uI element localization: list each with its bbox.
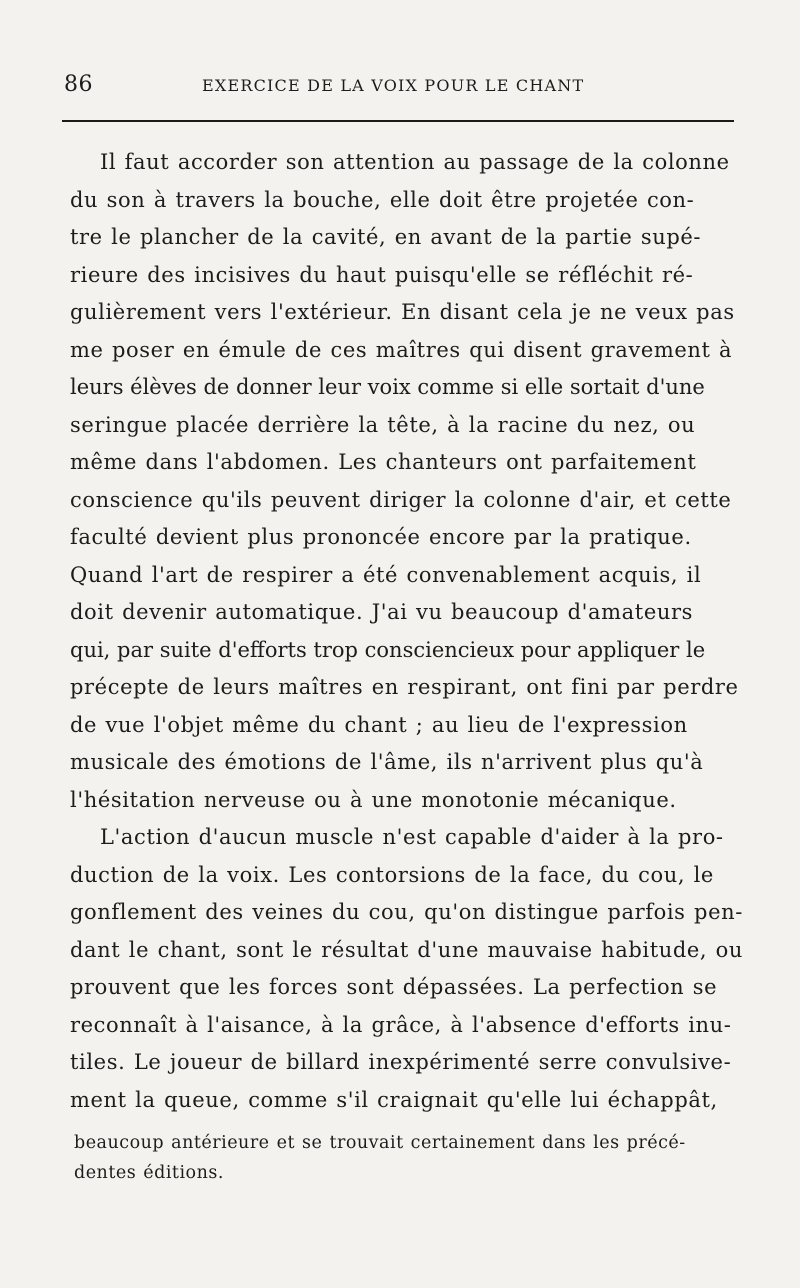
text-line: Il faut accorder son attention au passage de la colonne — [100, 150, 730, 174]
text-line: même dans l'abdomen. Les chanteurs ont parfaitement — [70, 450, 697, 474]
text-line: reconnaît à l'aisance, à la grâce, à l'absence d'efforts inu- — [70, 1012, 732, 1037]
text-line: leurs élèves de donner leur voix comme si elle sortait d'une — [70, 375, 705, 399]
footnote — [74, 1128, 754, 1188]
text-line: qui, par suite d'efforts trop consciencieux pour appliquer le — [70, 637, 706, 662]
body-text — [70, 144, 750, 1119]
text-line: me poser en émule de ces maîtres qui disent gravement à — [70, 337, 733, 362]
text-line: Quand l'art de respirer a été convenablement acquis, il — [70, 562, 702, 587]
text-line: L'action d'aucun muscle n'est capable d'aider à la pro- — [100, 825, 724, 849]
text-line: conscience qu'ils peuvent diriger la colonne d'air, et cette — [70, 487, 732, 512]
text-line: doit devenir automatique. J'ai vu beaucoup d'amateurs — [70, 600, 694, 624]
text-line: précepte de leurs maîtres en respirant, ont fini par perdre — [70, 675, 739, 699]
text-line: rieure des incisives du haut puisqu'elle se réfléchit ré- — [70, 262, 694, 287]
text-line: ment la queue, comme s'il craignait qu'elle lui échappât, — [70, 1087, 718, 1112]
text-line: l'hésitation nerveuse ou à une monotonie mécanique. — [70, 787, 677, 812]
page-header — [64, 72, 744, 102]
footnote-line: dentes éditions. — [74, 1163, 224, 1183]
page-number: 86 — [64, 72, 93, 97]
text-line: gonflement des veines du cou, qu'on distingue parfois pen- — [70, 900, 743, 924]
running-title: EXERCICE DE LA VOIX POUR LE CHANT — [202, 76, 585, 95]
text-line: dant le chant, sont le résultat d'une mauvaise habitude, ou — [70, 937, 744, 962]
text-line: musicale des émotions de l'âme, ils n'arrivent plus qu'à — [70, 750, 704, 774]
text-line: duction de la voix. Les contorsions de la face, du cou, le — [70, 862, 714, 887]
text-line: faculté devient plus prononcée encore par la pratique. — [70, 525, 692, 549]
text-line: du son à travers la bouche, elle doit être projetée con- — [70, 187, 695, 212]
text-line: seringue placée derrière la tête, à la racine du nez, ou — [70, 412, 696, 437]
text-line: tre le plancher de la cavité, en avant de la partie supé- — [70, 225, 702, 249]
header-rule — [62, 120, 734, 122]
text-line: prouvent que les forces sont dépassées. La perfection se — [70, 975, 718, 999]
footnote-line: beaucoup antérieure et se trouvait certainement dans les précé- — [74, 1133, 686, 1153]
text-line: de vue l'objet même du chant ; au lieu de l'expression — [70, 712, 688, 737]
text-line: tiles. Le joueur de billard inexpérimenté serre convulsive- — [70, 1050, 732, 1074]
text-line: gulièrement vers l'extérieur. En disant cela je ne veux pas — [70, 300, 735, 324]
